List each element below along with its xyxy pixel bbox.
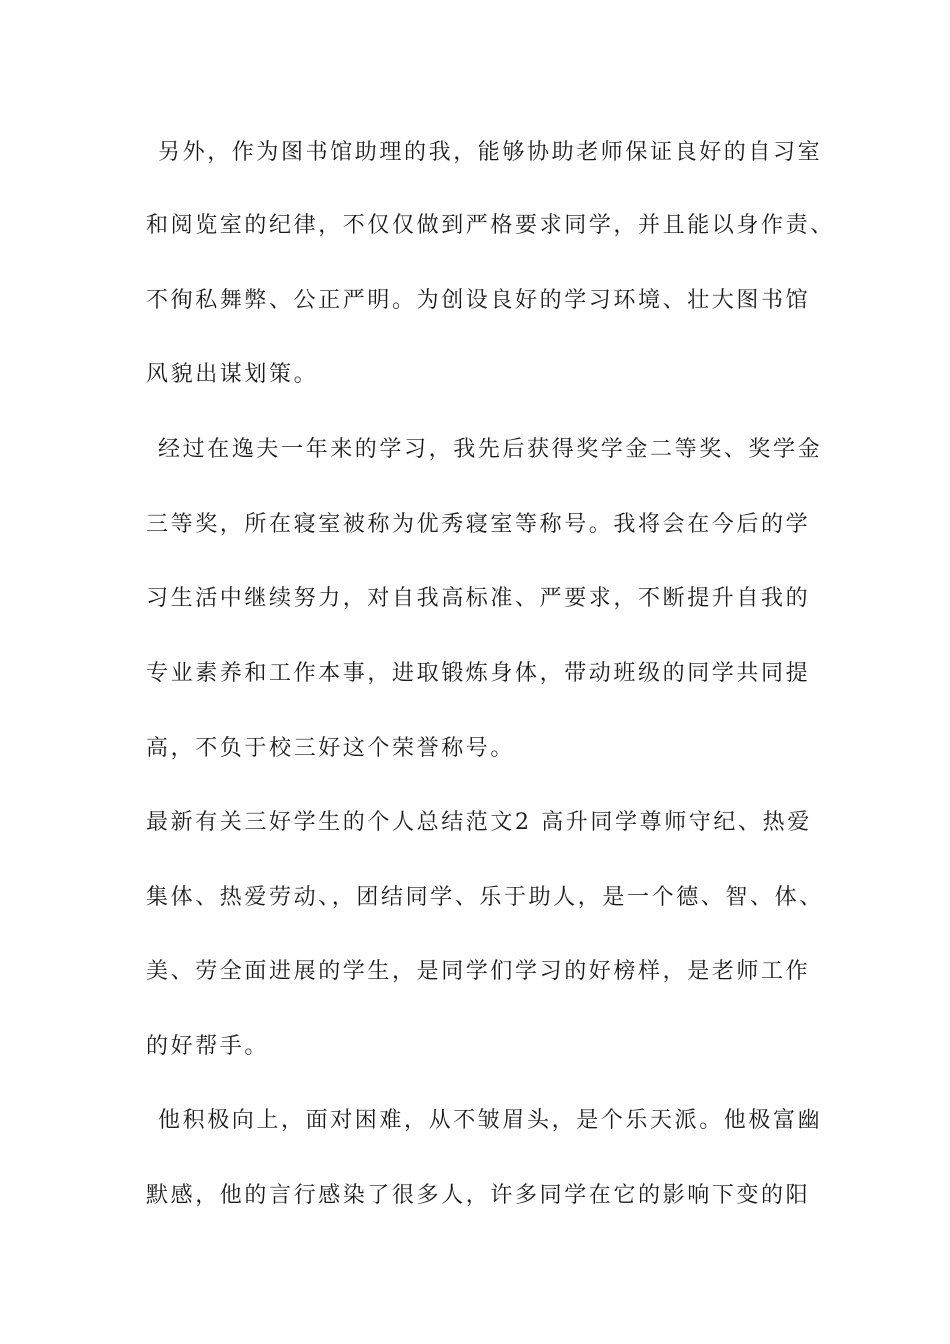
paragraph-line: 习生活中继续努力，对自我高标准、严要求，不断提升自我的 — [146, 586, 811, 611]
paragraph-line: 美、劳全面进展的学生，是同学们学习的好榜样，是老师工作 — [146, 959, 811, 984]
paragraph-line: 不徇私舞弊、公正严明。为创设良好的学习环境、壮大图书馆 — [146, 288, 811, 313]
paragraph-line: 的好帮手。 — [146, 1034, 270, 1059]
paragraph-line: 默感，他的言行感染了很多人，许多同学在它的影响下变的阳 — [146, 1183, 811, 1208]
paragraph-line: 高，不负于校三好这个荣誉称号。 — [146, 736, 516, 761]
paragraph-line: 和阅览室的纪律，不仅仅做到严格要求同学，并且能以身作责、 — [146, 213, 835, 238]
paragraph-line: 风貌出谋划策。 — [146, 362, 319, 387]
paragraph-line: 另外，作为图书馆助理的我，能够协助老师保证良好的自习室 — [158, 140, 823, 165]
paragraph-line: 他积极向上，面对困难，从不皱眉头，是个乐天派。他极富幽 — [158, 1108, 823, 1133]
paragraph-line: 专业素养和工作本事，进取锻炼身体，带动班级的同学共同提 — [146, 661, 811, 686]
paragraph-line: 经过在逸夫一年来的学习，我先后获得奖学金二等奖、奖学金 — [158, 437, 823, 462]
paragraph-line: 最新有关三好学生的个人总结范文2 高升同学尊师守纪、热爱 — [146, 810, 812, 835]
paragraph-line: 三等奖，所在寝室被称为优秀寝室等称号。我将会在今后的学 — [146, 512, 811, 537]
paragraph-line: 集体、热爱劳动、，团结同学、乐于助人，是一个德、智、体、 — [146, 885, 824, 910]
